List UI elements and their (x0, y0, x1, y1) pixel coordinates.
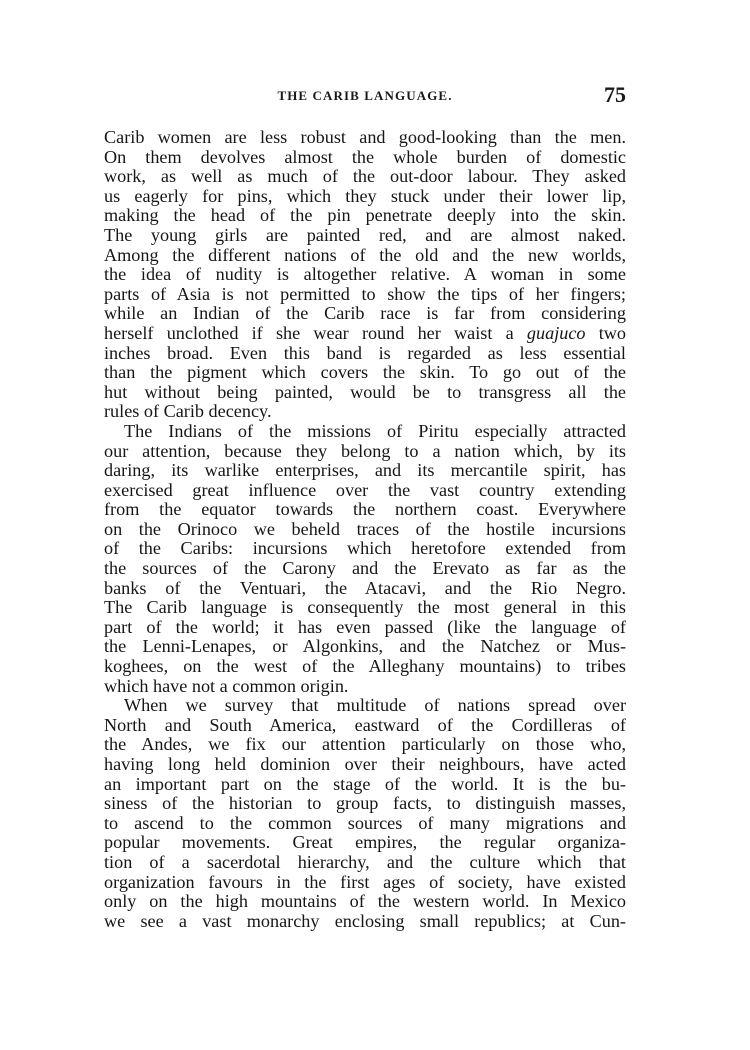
text-line: When we survey that multitude of nations spread over (124, 695, 626, 716)
text-line: Among the different nations of the old and the new worlds, (104, 244, 626, 265)
text-line: daring, its warlike enterprises, and its mercantile spirit, has (104, 460, 626, 481)
body-text (104, 128, 626, 931)
text-line: our attention, because they belong to a nation which, by its (104, 440, 626, 461)
text-line: The Carib language is consequently the most general in this (104, 597, 626, 618)
text-line: part of the world; it has even passed (like the language of (104, 616, 626, 637)
text-line: The Indians of the missions of Piritu especially attracted (124, 420, 626, 441)
text-line: inches broad. Even this band is regarded as less essential (104, 342, 626, 363)
text-line: hut without being painted, would be to transgress all the (104, 381, 626, 402)
text-line: Carib women are less robust and good-looking than the men. (104, 127, 626, 147)
text-line: while an Indian of the Carib race is far from considering (104, 303, 626, 324)
text-line: North and South America, eastward of the Cordilleras of (104, 714, 626, 735)
text-segment: herself unclothed if she wear round her waist a (104, 322, 514, 343)
text-line: On them devolves almost the whole burden of domestic (104, 146, 626, 167)
running-title: THE CARIB LANGUAGE. (277, 88, 453, 103)
text-line: the idea of nudity is altogether relative. A woman in some (104, 264, 626, 285)
text-segment: two (598, 322, 627, 343)
text-line: parts of Asia is not permitted to show the tips of her fingers; (104, 283, 626, 304)
text-line: us eagerly for pins, which they stuck under their lower lip, (104, 185, 626, 206)
text-line (104, 324, 626, 344)
text-line: tion of a sacerdotal hierarchy, and the culture which that (104, 851, 626, 872)
running-head (104, 82, 626, 112)
text-line: work, as well as much of the out-door labour. They asked (104, 166, 626, 187)
text-line: organization favours in the first ages of society, have existed (104, 871, 626, 892)
text-line: only on the high mountains of the western world. In Mexico (104, 891, 626, 912)
text-line: koghees, on the west of the Alleghany mountains) to tribes (104, 656, 626, 677)
text-line: the Andes, we fix our attention particularly on those who, (104, 734, 626, 755)
text-line: than the pigment which covers the skin. To go out of the (104, 362, 626, 383)
text-line: exercised great influence over the vast country extending (104, 479, 626, 500)
text-line: which have not a common origin. (104, 675, 349, 696)
text-line: siness of the historian to group facts, to distinguish masses, (104, 793, 626, 814)
italic-term: guajuco (526, 322, 586, 343)
text-line: the sources of the Carony and the Erevato as far as the (104, 558, 626, 579)
text-line: to ascend to the common sources of many migrations and (104, 812, 626, 833)
text-line: The young girls are painted red, and are almost naked. (104, 224, 626, 245)
text-line: making the head of the pin penetrate deeply into the skin. (104, 205, 626, 226)
text-line: we see a vast monarchy enclosing small republics; at Cun- (104, 910, 626, 931)
text-line: the Lenni-Lenapes, or Algonkins, and the Natchez or Mus- (104, 636, 626, 657)
page-number: 75 (604, 82, 626, 107)
text-line: on the Orinoco we beheld traces of the hostile incursions (104, 518, 626, 539)
text-line: popular movements. Great empires, the regular organiza- (104, 832, 626, 853)
text-line: having long held dominion over their neighbours, have acted (104, 754, 626, 774)
text-line: from the equator towards the northern coast. Everywhere (104, 499, 626, 520)
text-line: banks of the Ventuari, the Atacavi, and the Rio Negro. (104, 577, 626, 598)
text-line: an important part on the stage of the world. It is the bu- (104, 773, 626, 794)
text-line: of the Caribs: incursions which heretofore extended from (104, 538, 626, 559)
text-line: rules of Carib decency. (104, 401, 272, 422)
